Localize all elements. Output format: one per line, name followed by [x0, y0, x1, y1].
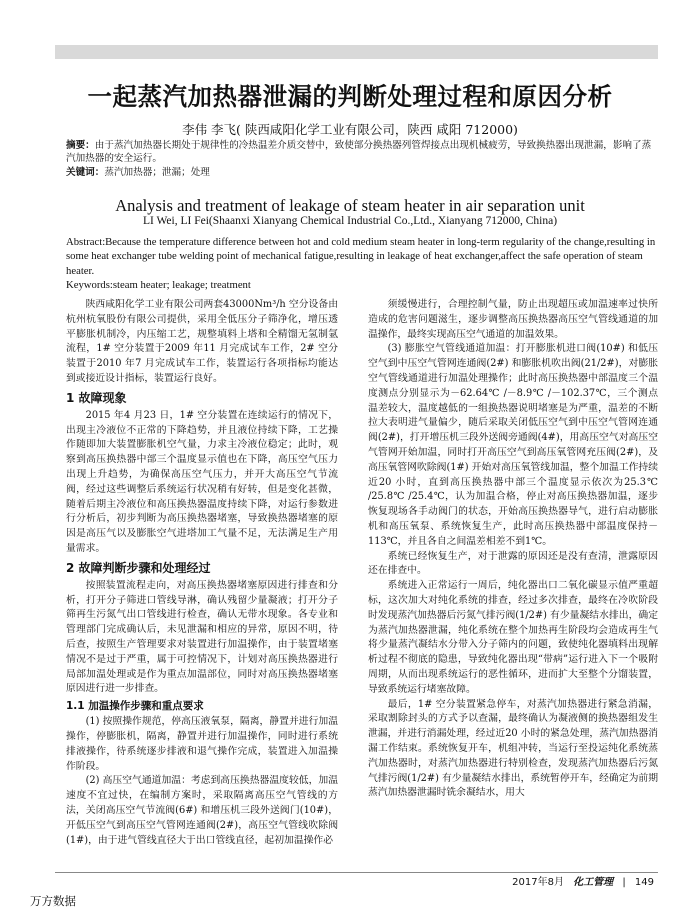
english-keywords: Keywords:steam heater; leakage; treatment: [66, 279, 251, 292]
keywords-label: 关键词：: [66, 166, 105, 178]
right-column: [368, 298, 658, 801]
english-abstract: [66, 235, 658, 293]
english-title: Analysis and treatment of leakage of steam heater in air separation unit: [115, 196, 585, 215]
right-paragraph-3: 系统已经恢复生产，对于泄露的原因还是没有查清，泄露原因还在排查中。: [368, 550, 658, 577]
section-2-paragraph: 按照装置流程走向，对高压换热器堵塞原因进行排查和分析，打开分子筛进口管线导淋，确认残留少量凝液；打开分子筛再生污氮气出口管线进行检查，确认无带水现象。各专业和管理部门完成确认后，未见泄漏和相应的异常，原因不明，待后查，按照生产管理要求对装置进行加温操作，由于装置堵塞情况不是过于严重，属于可控情况下，计划对高压换热器进行局部加温处理或是作为重点加温部位，同时对高压换热器堵塞原因进行进一步排查。: [66, 579, 338, 695]
abstract-label: 摘要：: [66, 140, 95, 151]
intro-paragraph: 陕西咸阳化学工业有限公司两套43000Nm³/h 空分设备由杭州杭氧股份有限公司提供，采用全低压分子筛净化，增压透平膨胀机制冷，内压缩工艺，规整填料上塔和全精馏无氢制氩流程，1# 空分装置于2009 年11 月完成试车工作，2# 空分装置于2010 年7 月完成试车工作，装置运行各项指标均能达到或接近设计指标，装置运行良好。: [66, 299, 338, 384]
abstract-text: 由于蒸汽加热器长期处于规律性的冷热温差介质交替中，致使部分换热器列管焊接点出现机械疲劳，导致换热器出现泄漏，影响了蒸汽加热器的安全运行。: [66, 140, 652, 165]
journal-name: 化工管理: [573, 877, 614, 888]
page-number: 149: [634, 877, 654, 888]
subsection-paragraph-2: (2) 高压空气通道加温：考虑到高压换热器温度较低，加温速度不宜过快，在编制方案时，采取隔离高压空气管线的方法，关闭高压空气节流阀(6#) 和增压机三段外送阀门(10#)，开低压空气到高压空气管网连通阀(2#)，高压空气管线吹除阀(1#)，由于进气管线直径大于出口管线直径，起初加温操作必: [66, 775, 338, 846]
section-1-paragraph: 2015 年4 月23 日，1# 空分装置在连续运行的情况下，出现主冷液位不正常的下降趋势，并且液位持续下降，工艺操作随即加大装置膨胀机空气量，力求主冷液位稳定；此时，观察到高压换热器中部三个温度显示值也在下降，高压空气压力出现上升趋势，为确保高压空气压力，并开大高压空气节流阀，经过这些调整后系统运行状况稍有好转，但是变化甚微，随着后期主冷液位和高压换热器温度持续下降，对运行参数进行分析后，初步判断为高压换热器堵塞，导致换热器堵塞的原因是高压气以及膨胀空气进塔加工气量不足，无法满足生产用量需求。: [66, 409, 338, 554]
section-1-heading: 1 故障现象: [66, 390, 127, 405]
header-bar: [55, 45, 658, 59]
section-2-heading: 2 故障判断步骤和处理经过: [66, 560, 211, 575]
subsection-paragraph-1: (1) 按照操作规范，停高压液氧泵，隔离，静置并进行加温操作，停膨胀机，隔离，静置并进行加温操作，同时进行系统排液操作，待系统逐步排液和退气操作完成，装置进入加温操作阶段。: [66, 716, 338, 772]
english-abstract-text: Abstract:Because the temperature difference between hot and cold medium steam heater in long-term regularity of the change,resulting in some heat exchanger tube welding point of mechanical fatigue,resulting in leakage of heat exchanger,affect the safe operation of steam heater.: [66, 236, 656, 277]
footer-date: 2017年8月: [512, 877, 564, 888]
source-watermark: 万方数据: [30, 894, 76, 908]
right-paragraph-2: (3) 膨胀空气管线通道加温：打开膨胀机进口阀(10#) 和低压空气到中压空气管网连通阀(2#) 和膨胀机吹出阀(21/2#)，对膨胀空气管线通道进行加温处理操作；此时高压换热器中部温度三个温度测点分别显示为－62.64℃ /－8.9℃ /－102.37℃，三个测点温差较大，温度越低的一组换热器说明堵塞是为严重，温差的不断拉大表明进气量偏少，随后采取关闭低压空气到中压空气管网连通阀(2#)，打开增压机三段外送阀旁通阀(4#)，用高压空气对高压空气管网开始加温，同时打开高压空气到高压氧管网充压阀(2#)，及高压氧管网吹除阀(1#) 开始对高压氧管线加温，整个加温工作持续近20 小时，直到高压换热器中部三个温度显示依次为25.3℃ /25.8℃ /25.4℃，认为加温合格，停止对高压换热器加温，逐步恢复现场各手动阀门的状态，开始高压换热器导气，进行启动膨胀机和高压氧泵、系统恢复生产，此时高压换热器中部温度保持－113℃，并且各自之间温差相差不到1℃。: [368, 343, 658, 547]
right-paragraph-1: 须缓慢进行，合理控制气量，防止出现超压或加温速率过快所造成的危害问题滋生，逐步调整高压换热器高压空气管线通道的加温操作，最终实现高压空气通道的加温效果。: [368, 299, 658, 340]
keywords-text: 蒸汽加热器；泄漏；处理: [104, 166, 210, 178]
paper-title: 一起蒸汽加热器泄漏的判断处理过程和原因分析: [87, 82, 613, 111]
author-line: 李伟 李飞( 陕西咸阳化学工业有限公司，陕西 咸阳 712000): [182, 122, 518, 137]
right-paragraph-5: 最后，1# 空分装置紧急停车，对蒸汽加热器进行紧急消漏，采取割除封头的方式予以查漏，最终确认为凝液侧的换热器组发生泄漏，并进行消漏处理，经过近20 小时的紧急处理，蒸汽加热器消漏工作结束。系统恢复开车，机组冲转，当运行至投运纯化系统蒸汽加热器时，对蒸汽加热器进行特别检查，发现蒸汽加热器后污氮气排污阀(1/2#) 有少量凝结水排出，系统暂停开车，经确定为前期蒸汽加热器泄漏时铣余凝结水，用大: [368, 698, 658, 799]
footer-info: 2017年8月 化工管理 | 149: [512, 877, 654, 888]
left-column: [66, 298, 338, 848]
chinese-abstract: [66, 139, 658, 179]
english-authors: LI Wei, LI Fei(Shaanxi Xianyang Chemical Industrial Co.,Ltd., Xianyang 712000, China): [142, 215, 558, 227]
subsection-heading: 1.1 加温操作步骤和重点要求: [66, 700, 204, 713]
right-paragraph-4: 系统进入正常运行一周后，纯化器出口二氧化碳显示值严重超标，这次加大对纯化系统的排查，经过多次排查，最终在冷吹阶段时发现蒸汽加热器后污氮气排污阀(1/2#) 有少量凝结水排出，确定为蒸汽加热器泄漏，纯化系统在整个加热再生阶段均会造成再生气将少量蒸汽凝结水分带入分子筛内的问题，致使纯化器填料出现解析过程不彻底的隐患，导致纯化器出现“带病”运行进入下一个吸附周期，从而出现系统运行的恶性循环，进而扩大至整个分馏装置，导致系统运行堵塞故障。: [368, 580, 658, 695]
